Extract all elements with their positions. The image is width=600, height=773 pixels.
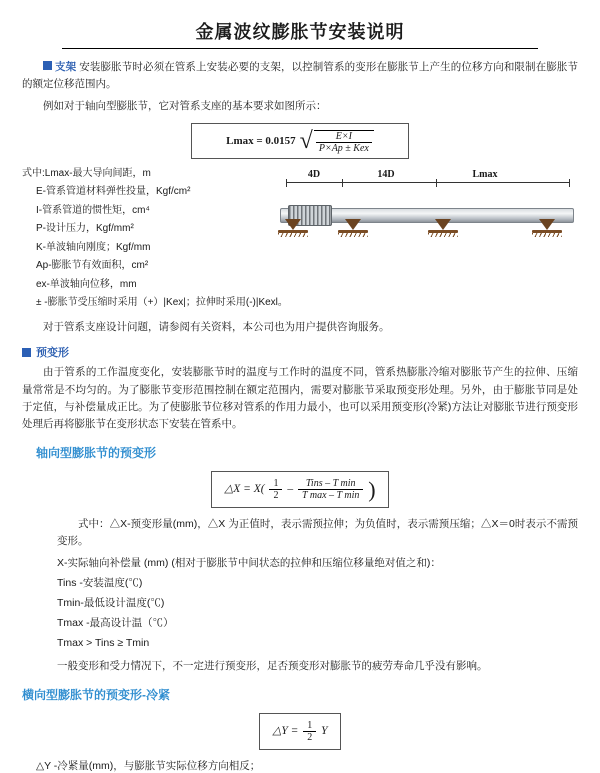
lmax-formula-numerator: E×I	[316, 131, 372, 143]
support-hatching	[532, 233, 562, 237]
half-denominator: 2	[273, 489, 279, 501]
axial-symbol-item: Tmax -最高设计温（℃）	[57, 616, 174, 629]
lateral-note: △Y -冷紧量(mm)，与膨胀节实际位移方向相反；	[36, 759, 261, 772]
figure-canvas	[264, 182, 578, 254]
figure-dimension-line	[286, 182, 570, 183]
figure-label-4d: 4D	[307, 168, 321, 180]
axial-symbol-item: Tmax > Tins ≥ Tmin	[57, 636, 150, 649]
pipe-support	[278, 219, 308, 233]
lateral-equation-lhs: △Y =	[272, 724, 299, 737]
support-hatching	[428, 233, 458, 237]
predeform-heading-label: 预变形	[36, 347, 69, 360]
axial-equation-wrap	[22, 471, 578, 508]
legend-item: K-单波轴向刚度；Kgf/mm	[36, 241, 151, 253]
legend-item: 式中:Lmax-最大导向间距，m	[22, 167, 151, 179]
lmax-formula-fraction	[314, 130, 374, 154]
support-section-heading: 支架	[55, 61, 77, 73]
support-hatching	[338, 233, 368, 237]
figure-span-labels	[286, 169, 578, 180]
legend-item: E-管系管道材料弹性投量，Kgf/cm²	[36, 186, 191, 198]
lateral-equation-half	[303, 720, 316, 743]
half-denominator: 2	[307, 731, 313, 743]
axial-symbol-item: Tmin-最低设计温度(℃)	[57, 597, 165, 609]
axial-symbol-list	[57, 554, 578, 654]
support-triangle-icon	[435, 219, 451, 230]
axial-equation-minus: –	[287, 482, 294, 495]
figure-label-14d: 14D	[377, 168, 395, 180]
temp-fraction-denominator: T max – T min	[301, 489, 360, 501]
support-triangle-icon	[345, 219, 361, 230]
legend-item: I-管系管道的惯性矩，cm⁴	[36, 204, 150, 216]
expansion-joint-figure	[264, 165, 578, 254]
lateral-equation-wrap	[22, 713, 578, 750]
pipe-support	[532, 219, 562, 233]
pipe-support	[428, 219, 458, 233]
legend-and-figure	[22, 165, 578, 313]
axial-predeform-equation	[211, 471, 388, 508]
lmax-formula-radical	[300, 129, 374, 153]
axial-equation-lhs: △X = X(	[224, 482, 265, 495]
support-paragraph-3: 对于管系支座设计问题，请参阅有关资料，本公司也为用户提供咨询服务。	[43, 320, 390, 333]
figure-label-lmax: Lmax	[472, 168, 498, 180]
half-numerator: 1	[269, 478, 282, 490]
blue-square-bullet-icon	[43, 61, 52, 70]
lateral-equation-rhs: Y	[321, 724, 328, 737]
support-triangle-icon	[539, 219, 555, 230]
predeform-section-heading	[22, 344, 578, 360]
lateral-predeform-equation	[259, 713, 340, 750]
support-paragraph-1-text: 安装膨胀节时必须在管系上安装必要的支架，以控制管系的变形在膨胀节上产生的位移方向和限制在膨胀节的额定位移范围内。	[22, 61, 578, 91]
support-paragraph-1	[22, 59, 578, 94]
axial-note: 一般变形和受力情况下，不一定进行预变形，足否预变形对膨胀节的疲劳寿命几乎没有影响。	[57, 659, 488, 672]
legend-item: ex-单波轴向位移，mm	[36, 278, 137, 290]
lmax-formula	[191, 123, 409, 159]
axial-predeform-heading: 轴向型膨胀节的预变形	[36, 445, 157, 460]
axial-where-text: 式中：△X-预变形量(mm)，△X 为正值时，表示需预拉伸；为负值时，表示需预压缩；△X＝0时表示不需预变形。	[57, 517, 578, 547]
axial-equation-rhs: )	[368, 476, 376, 502]
pipe-support	[338, 219, 368, 233]
radical-sign-icon: √	[299, 127, 313, 154]
predeform-paragraph-1: 由于管系的工作温度变化，安装膨胀节时的温度与工作时的温度不同，管系热膨胀冷缩对膨胀节产生的拉伸、压缩量常常是不均匀的。为了膨胀节变形范围控制在额定范围内，需要对膨胀节采取预变形处理。另外，由于膨胀节同是处于定值，与补偿量成正比。为了使膨胀节位移对管系的作用力最小，也可以采用预变形(冷紧)方法让对膨胀节进行预变形处理后再将膨胀节在变形状态下安装在管系中。	[22, 366, 578, 431]
support-triangle-icon	[285, 219, 301, 230]
legend-item: ± -膨胀节受压缩时采用（+）|Kex|；拉伸时采用(-)|Kexl。	[36, 297, 288, 309]
legend-item: P-设计压力，Kgf/mm²	[36, 223, 134, 235]
blue-square-bullet-icon	[22, 348, 31, 357]
support-paragraph-2: 例如对于轴向型膨胀节，它对管系支座的基本要求如图所示：	[43, 99, 327, 112]
lmax-formula-lhs: Lmax = 0.0157	[226, 134, 296, 147]
title-divider	[62, 48, 538, 49]
lateral-predeform-heading: 横向型膨胀节的预变形-冷紧	[22, 687, 170, 702]
axial-equation-half	[269, 478, 282, 501]
axial-equation-temp-fraction	[298, 478, 363, 501]
legend-item: Ap-膨胀节有效面积，cm²	[36, 260, 149, 272]
axial-symbol-item: X-实际轴向补偿量 (mm) (相对于膨胀节中间状态的拉伸和压缩位移量绝对值之和)：	[57, 557, 441, 570]
axial-symbol-item: Tins -安装温度(℃)	[57, 577, 143, 590]
support-hatching	[278, 233, 308, 237]
page-title: 金属波纹膨胀节安装说明	[195, 22, 405, 42]
half-numerator: 1	[303, 720, 316, 732]
temp-fraction-numerator: Tins – T min	[298, 478, 363, 490]
symbol-legend	[22, 165, 288, 313]
lmax-formula-denominator: P×Ap ± Kex	[318, 142, 369, 154]
